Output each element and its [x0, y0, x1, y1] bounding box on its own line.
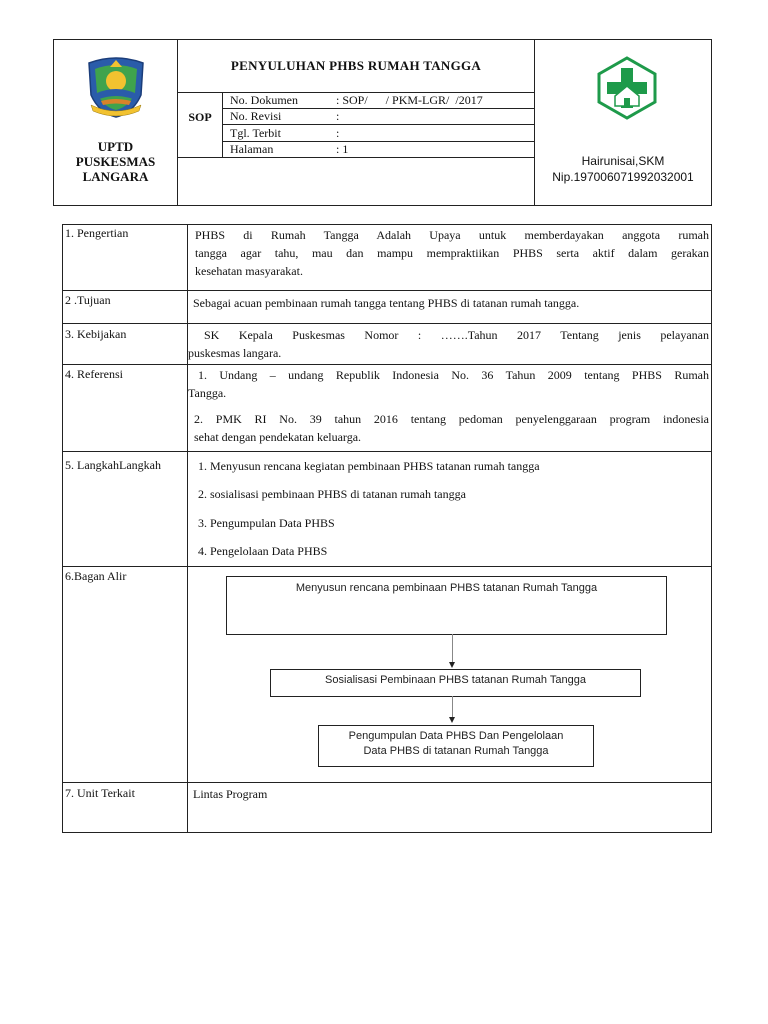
regency-emblem-icon	[83, 55, 149, 119]
flow-box-3-line-2: Data PHBS di tatanan Rumah Tangga	[363, 745, 549, 757]
field-no-revisi-value: :	[336, 109, 340, 123]
flow-box-3-line-1: Pengumpulan Data PHBS Dan Pengelolaan	[348, 730, 564, 742]
field-tgl-terbit-label: Tgl. Terbit	[230, 126, 281, 140]
kebijakan-line-2: puskesmas langara.	[188, 346, 282, 360]
referensi-item-2-line-1: 2. PMK RI No. 39 tahun 2016 tentang pedoman penyelenggaraan program indonesia	[194, 412, 709, 426]
field-no-dokumen-value: : SOP/ / PKM-LGR/ /2017	[336, 93, 483, 107]
flow-box-3	[318, 725, 594, 767]
org-name	[54, 139, 177, 184]
signer-name: Hairunisai,SKM	[581, 154, 665, 168]
section-text-unit: Lintas Program	[193, 787, 268, 801]
flow-box-1	[226, 576, 667, 635]
field-tgl-terbit-value: :	[336, 126, 340, 140]
org-name-line-2: PUSKESMAS	[75, 154, 156, 169]
field-halaman-value: : 1	[336, 142, 349, 156]
org-name-line-1: UPTD	[97, 139, 134, 154]
referensi-item-1-line-2: Tangga.	[188, 386, 227, 400]
section-text-kebijakan	[188, 326, 709, 362]
section-text-tujuan: Sebagai acuan pembinaan rumah tangga tentang PHBS di tatanan rumah tangga.	[193, 296, 580, 310]
signer-block	[535, 153, 711, 185]
flow-arrow-1-head	[449, 662, 455, 668]
section-label-kebijakan: 3. Kebijakan	[65, 327, 127, 341]
langkah-item-2: 2. sosialisasi pembinaan PHBS di tatanan rumah tangga	[198, 487, 466, 501]
section-label-langkah: 5. LangkahLangkah	[65, 458, 161, 472]
puskesmas-cross-logo-icon	[595, 56, 659, 120]
flow-arrow-1-line	[452, 634, 453, 662]
section-label-unit: 7. Unit Terkait	[65, 786, 135, 800]
pengertian-line-2: tangga agar tahu, mau dan mampu mempraktiikan PHBS serta aktif dalam gerakan	[195, 246, 709, 260]
pengertian-line-1: PHBS di Rumah Tangga Adalah Upaya untuk memberdayakan anggota rumah	[195, 228, 709, 242]
org-name-line-3: LANGARA	[82, 169, 149, 184]
sop-label: SOP	[188, 110, 212, 124]
flow-arrow-2-head	[449, 717, 455, 723]
section-label-bagan: 6.Bagan Alir	[65, 569, 127, 583]
flow-box-2-text: Sosialisasi Pembinaan PHBS tatanan Rumah Tangga	[325, 674, 586, 686]
document-title: PENYULUHAN PHBS RUMAH TANGGA	[230, 58, 482, 73]
field-no-revisi-label: No. Revisi	[230, 109, 282, 123]
flow-box-2	[270, 669, 641, 697]
pengertian-line-3: kesehatan masyarakat.	[195, 264, 303, 278]
flow-arrow-2-line	[452, 696, 453, 717]
section-label-referensi: 4. Referensi	[65, 367, 123, 381]
referensi-item-2-line-2: sehat dengan pendekatan keluarga.	[194, 430, 362, 444]
kebijakan-line-1: SK Kepala Puskesmas Nomor : …….Tahun 2017 Tentang jenis pelayanan	[204, 328, 709, 342]
langkah-item-1: 1. Menyusun rencana kegiatan pembinaan PHBS tatanan rumah tangga	[198, 459, 540, 473]
section-text-referensi	[188, 366, 709, 446]
langkah-item-3: 3. Pengumpulan Data PHBS	[198, 516, 335, 530]
langkah-item-4: 4. Pengelolaan Data PHBS	[198, 544, 328, 558]
signer-nip: Nip.197006071992032001	[552, 170, 694, 184]
flow-box-1-text: Menyusun rencana pembinaan PHBS tatanan Rumah Tangga	[295, 582, 598, 594]
section-label-pengertian: 1. Pengertian	[65, 226, 129, 240]
referensi-item-1-line-1: 1. Undang – undang Republik Indonesia No. 36 Tahun 2009 tentang PHBS Rumah	[198, 368, 709, 382]
field-no-dokumen-label: No. Dokumen	[230, 93, 298, 107]
field-halaman-label: Halaman	[230, 142, 274, 156]
section-text-pengertian	[195, 226, 709, 280]
section-label-tujuan: 2 .Tujuan	[65, 293, 111, 307]
